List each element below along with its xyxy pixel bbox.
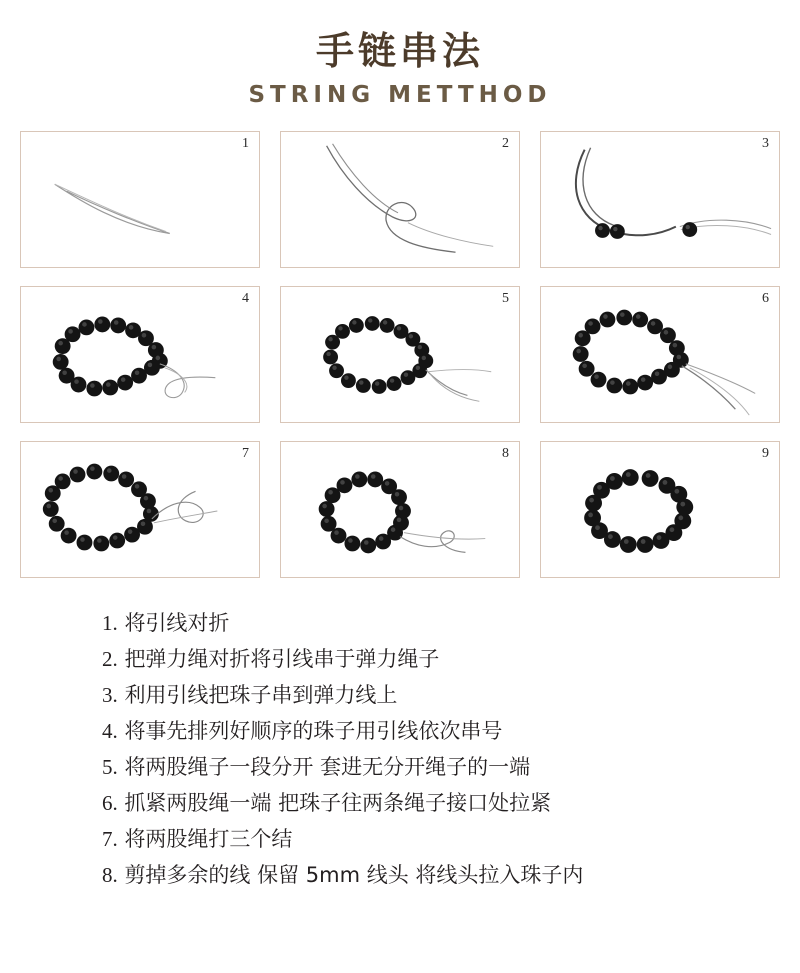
page-title-cn: 手链串法 [315,29,484,73]
step-number-7: 7 [242,445,249,461]
instruction-index: 6. [102,791,118,815]
step-cell-7 [20,441,260,578]
step-illustration-3 [541,132,779,267]
steps-grid [20,131,780,578]
instruction-index: 3. [102,683,118,707]
step-number-4: 4 [242,290,249,306]
step-illustration-2 [281,132,519,267]
instruction-index: 8. [102,863,118,887]
poster-header [0,0,800,108]
step-number-5: 5 [502,290,509,306]
step-cell-1 [20,131,260,268]
instruction-text: 利用引线把珠子串到弹力线上 [124,683,398,707]
step-illustration-9 [541,442,779,577]
step-illustration-1 [21,132,259,267]
step-cell-6 [540,286,780,423]
step-cell-8 [280,441,520,578]
instruction-text: 将引线对折 [124,611,230,635]
step-cell-2 [280,131,520,268]
instruction-index: 2. [102,647,118,671]
instruction-item [102,822,750,858]
instruction-index: 5. [102,755,118,779]
instruction-index: 4. [102,719,118,743]
instruction-text: 将两股绳子一段分开 套进无分开绳子的一端 [124,755,531,779]
instruction-text: 把弹力绳对折将引线串于弹力绳子 [124,647,440,671]
step-number-8: 8 [502,445,509,461]
instruction-item [102,750,750,786]
step-illustration-7 [21,442,259,577]
step-illustration-8 [281,442,519,577]
instruction-index: 1. [102,611,118,635]
step-number-2: 2 [502,135,509,151]
step-number-1: 1 [242,135,249,151]
instruction-text: 抓紧两股绳一端 把珠子往两条绳子接口处拉紧 [124,791,552,815]
instruction-text: 将事先排列好顺序的珠子用引线依次串号 [124,719,503,743]
instruction-item [102,606,750,642]
step-cell-9 [540,441,780,578]
instruction-item [102,714,750,750]
instruction-index: 7. [102,827,118,851]
instruction-text: 剪掉多余的线 保留 5mm 线头 将线头拉入珠子内 [124,863,584,887]
step-illustration-4 [21,287,259,422]
step-cell-3 [540,131,780,268]
step-cell-5 [280,286,520,423]
step-number-3: 3 [762,135,769,151]
step-cell-4 [20,286,260,423]
step-number-6: 6 [762,290,769,306]
instruction-item [102,858,750,894]
page-title-en: STRING METTHOD [248,81,552,108]
instruction-item [102,678,750,714]
instruction-item [102,642,750,678]
step-illustration-5 [281,287,519,422]
instruction-item [102,786,750,822]
step-illustration-6 [541,287,779,422]
instructions-list [50,606,750,894]
instruction-text: 将两股绳打三个结 [124,827,293,851]
step-number-9: 9 [762,445,769,461]
